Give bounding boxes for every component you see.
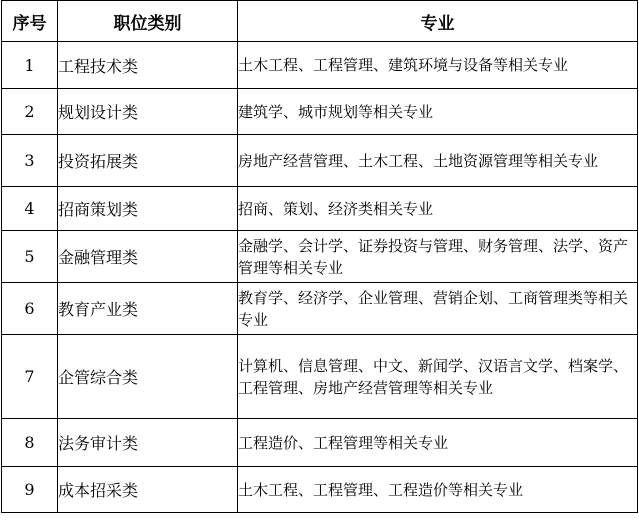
row-major: 建筑学、城市规划等相关专业 xyxy=(238,89,638,135)
row-seq: 6 xyxy=(2,283,58,335)
row-major: 土木工程、工程管理、建筑环境与设备等相关专业 xyxy=(238,42,638,89)
row-major: 金融学、会计学、证券投资与管理、财务管理、法学、资产管理等相关专业 xyxy=(238,231,638,283)
table-row xyxy=(2,231,638,283)
table-row xyxy=(2,419,638,467)
row-category: 工程技术类 xyxy=(58,42,238,89)
row-category: 成本招采类 xyxy=(58,467,238,513)
table-row xyxy=(2,467,638,513)
header-category: 职位类别 xyxy=(58,1,238,42)
row-category: 法务审计类 xyxy=(58,419,238,467)
header-major: 专业 xyxy=(238,1,638,42)
row-seq: 7 xyxy=(2,335,58,419)
row-major: 房地产经营管理、土木工程、土地资源管理等相关专业 xyxy=(238,135,638,187)
row-seq: 9 xyxy=(2,467,58,513)
row-category: 规划设计类 xyxy=(58,89,238,135)
row-major: 土木工程、工程管理、工程造价等相关专业 xyxy=(238,467,638,513)
table-row xyxy=(2,135,638,187)
row-seq: 2 xyxy=(2,89,58,135)
table-row xyxy=(2,335,638,419)
row-category: 企管综合类 xyxy=(58,335,238,419)
header-seq: 序号 xyxy=(2,1,58,42)
row-major: 招商、策划、经济类相关专业 xyxy=(238,187,638,231)
row-major: 计算机、信息管理、中文、新闻学、汉语言文学、档案学、工程管理、房地产经营管理等相关专业 xyxy=(238,335,638,419)
row-seq: 4 xyxy=(2,187,58,231)
header-row xyxy=(2,1,638,42)
table-row xyxy=(2,89,638,135)
row-category: 招商策划类 xyxy=(58,187,238,231)
table-row xyxy=(2,187,638,231)
row-major: 教育学、经济学、企业管理、营销企划、工商管理类等相关专业 xyxy=(238,283,638,335)
positions-table xyxy=(1,0,638,513)
row-seq: 8 xyxy=(2,419,58,467)
row-seq: 5 xyxy=(2,231,58,283)
table-row xyxy=(2,283,638,335)
table-row xyxy=(2,42,638,89)
row-seq: 1 xyxy=(2,42,58,89)
row-category: 金融管理类 xyxy=(58,231,238,283)
row-seq: 3 xyxy=(2,135,58,187)
row-major: 工程造价、工程管理等相关专业 xyxy=(238,419,638,467)
row-category: 教育产业类 xyxy=(58,283,238,335)
row-category: 投资拓展类 xyxy=(58,135,238,187)
